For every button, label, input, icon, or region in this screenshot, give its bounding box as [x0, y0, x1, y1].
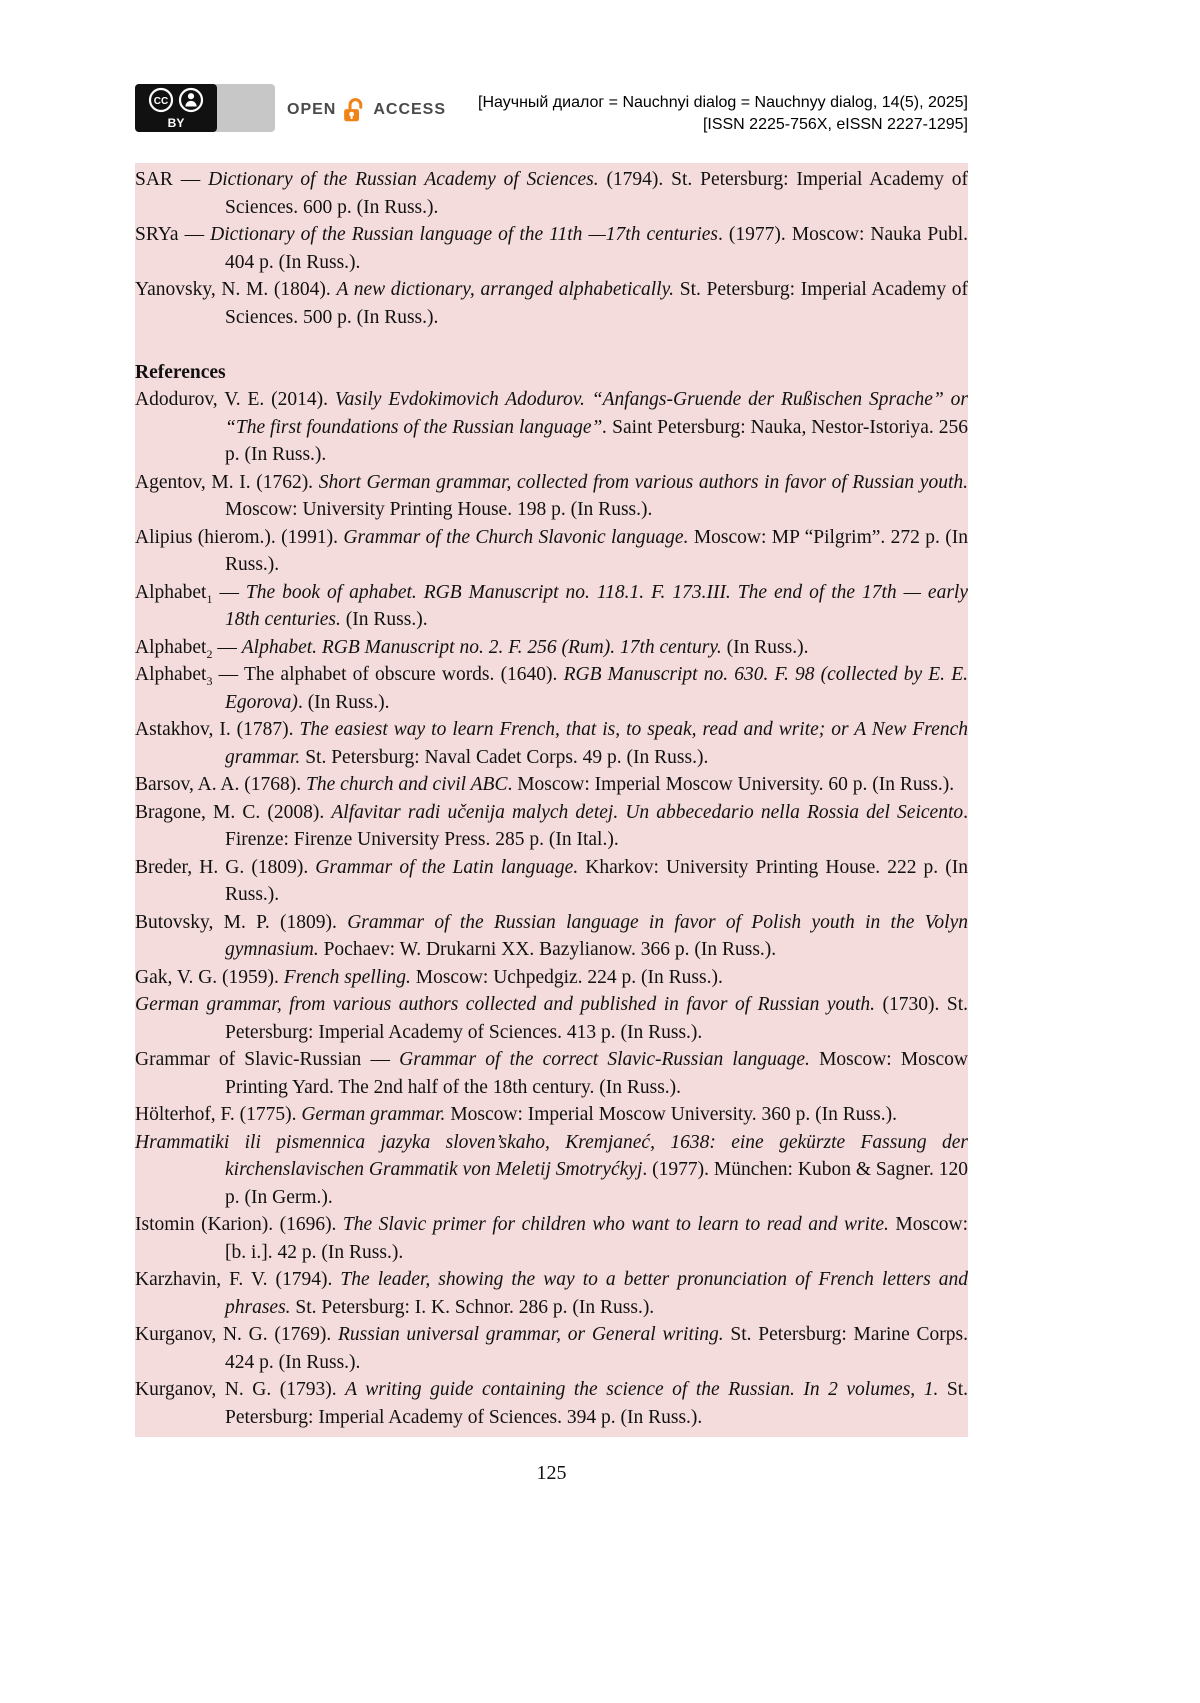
reference-entry — [135, 964, 968, 992]
open-access-logo — [287, 95, 446, 125]
reference-entry — [135, 579, 968, 634]
reference-title-segment: Russian universal grammar, or General writing. — [337, 1324, 724, 1345]
reference-text-segment: Karzhavin, F. V. (1794). — [135, 1269, 341, 1290]
reference-text-segment: Alipius (hierom.). (1991). — [135, 526, 344, 548]
open-lock-icon — [341, 95, 368, 125]
reference-entry — [135, 991, 968, 1046]
reference-text-segment: Barsov, A. A. (1768). — [135, 774, 306, 795]
reference-title-segment: Vasily Evdokimovich Adodurov. “Anfangs-Gruende der Rußischen Sprache” or “The first foundations of the Russian language”. — [225, 389, 968, 438]
journal-citation-line: [Научный диалог = Nauchnyi dialog = Nauchnyy dialog, 14(5), 2025] — [478, 94, 968, 111]
cc-by-badge-graphic — [135, 84, 275, 132]
reference-text-segment: St. Petersburg: Imperial Academy of Sciences. 394 p. (In Russ.). — [225, 1379, 969, 1428]
reference-entry — [135, 1211, 968, 1266]
reference-entry — [135, 1321, 968, 1376]
by-label: BY — [167, 116, 185, 130]
reference-title-segment: Hrammatiki ili pismennica jazyka sloven’skaho, Kremjaneć, 1638: eine gekürzte Fassung der kirchenslavischen Grammatik von Meletij Smotryćkyj — [135, 1131, 968, 1180]
reference-text-segment: Yanovsky, N. M. (1804). — [135, 279, 337, 300]
reference-text-segment: Kurganov, N. G. (1793). — [135, 1379, 346, 1400]
reference-title-segment: A new dictionary, arranged alphabetically. — [336, 279, 675, 300]
reference-text-segment: Alphabet — [135, 581, 207, 603]
page-number: 125 — [536, 1462, 567, 1484]
reference-text-segment: Moscow: [b. i.]. 42 p. (In Russ.). — [225, 1214, 968, 1263]
reference-text-segment: Breder, H. G. (1809). — [135, 856, 316, 878]
reference-title-segment: French spelling. — [283, 966, 411, 988]
person-head-icon — [188, 93, 194, 99]
references-list — [135, 386, 968, 1431]
reference-entry — [135, 634, 968, 662]
reference-title-segment: A writing guide containing the science of the Russian. In 2 volumes, 1. — [345, 1379, 939, 1400]
reference-title-segment: Dictionary of the Russian Academy of Sciences. — [208, 169, 599, 190]
reference-text-segment: (1730). St. Petersburg: Imperial Academy of Sciences. 413 p. (In Russ.). — [225, 994, 968, 1043]
reference-text-segment: . Moscow: Imperial Moscow University. 60 p. (In Russ.). — [507, 774, 955, 795]
reference-text-segment: — — [212, 636, 242, 658]
reference-entry — [135, 854, 968, 909]
reference-text-segment: Kurganov, N. G. (1769). — [135, 1324, 338, 1345]
reference-text-segment: Agentov, M. I. (1762). — [135, 471, 319, 493]
reference-text-segment: Adodurov, V. E. (2014). — [135, 389, 335, 410]
reference-text-segment: Alphabet — [135, 636, 207, 658]
reference-entry — [135, 799, 968, 854]
reference-entry — [135, 909, 968, 964]
reference-text-segment: St. Petersburg: Naval Cadet Corps. 49 p. (In Russ.). — [300, 746, 709, 768]
reference-title-segment: Short German grammar, collected from various authors in favor of Russian youth. — [318, 471, 968, 493]
reference-title-segment: Grammar of the Latin language. — [315, 856, 579, 878]
reference-subscript: 3 — [206, 673, 213, 688]
reference-text-segment: . (In Russ.). — [297, 691, 390, 713]
cc-letters: CC — [153, 96, 169, 107]
reference-entry — [135, 276, 968, 331]
reference-title-segment: The easiest way to learn French, that is, to speak, read and write; or A New French grammar. — [225, 719, 968, 768]
reference-text-segment: SAR — — [135, 169, 209, 190]
reference-text-segment: St. Petersburg: Marine Corps. 424 p. (In Russ.). — [225, 1324, 968, 1373]
reference-text-segment: . (1977). Moscow: Nauka Publ. 404 p. (In Russ.). — [225, 224, 969, 273]
reference-subscript: 2 — [206, 646, 213, 661]
reference-text-segment: . (1977). München: Kubon & Sagner. 120 p. (In Germ.). — [225, 1159, 968, 1208]
reference-subscript: 1 — [206, 591, 213, 606]
reference-entry — [135, 524, 968, 579]
reference-text-segment: (1794). St. Petersburg: Imperial Academy of Sciences. 600 p. (In Russ.). — [225, 169, 968, 218]
reference-entry — [135, 1046, 968, 1101]
reference-entry — [135, 469, 968, 524]
reference-text-segment: St. Petersburg: Imperial Academy of Sciences. 500 p. (In Russ.). — [225, 279, 968, 328]
reference-text-segment: Kharkov: University Printing House. 222 p. (In Russ.). — [225, 856, 968, 905]
reference-text-segment: Istomin (Karion). (1696). — [135, 1214, 343, 1235]
reference-text-segment: Butovsky, M. P. (1809). — [135, 911, 348, 933]
open-access-access-label: ACCESS — [373, 101, 447, 118]
references-section — [135, 163, 968, 1437]
reference-title-segment: German grammar. — [301, 1104, 446, 1125]
reference-title-segment: German grammar, from various authors collected and published in favor of Russian youth. — [135, 994, 876, 1015]
reference-entry — [135, 661, 968, 716]
cc-by-license-badge — [135, 84, 275, 132]
reference-title-segment: Alphabet. RGB Manuscript no. 2. F. 256 (Rum). 17th century. — [241, 636, 722, 658]
journal-issn-line: [ISSN 2225-756X, eISSN 2227-1295] — [702, 116, 968, 133]
reference-text-segment: Moscow: Moscow Printing Yard. The 2nd half of the 18th century. (In Russ.). — [225, 1049, 968, 1098]
reference-title-segment: The Slavic primer for children who want to learn to read and write. — [342, 1214, 889, 1235]
references-heading: References — [135, 361, 226, 383]
reference-text-segment: — — [212, 581, 246, 603]
reference-title-segment: RGB Manuscript no. 630. F. 98 (collected by E. E. Egorova) — [225, 664, 968, 713]
reference-title-segment: Dictionary of the Russian language of the 11th —17th centuries — [210, 224, 718, 245]
reference-text-segment: Alphabet — [135, 664, 207, 685]
reference-text-segment: Moscow: Imperial Moscow University. 360 p. (In Russ.). — [445, 1104, 897, 1125]
open-access-open-label: OPEN — [287, 101, 337, 118]
reference-entry — [135, 771, 968, 799]
reference-entry — [135, 1266, 968, 1321]
reference-title-segment: The church and civil ABC — [305, 774, 508, 795]
bibliography-pre-list — [135, 166, 968, 331]
reference-text-segment: Bragone, M. C. (2008). — [135, 801, 332, 823]
reference-text-segment: (In Russ.). — [721, 636, 809, 658]
reference-text-segment: Grammar of Slavic-Russian — — [135, 1049, 400, 1070]
reference-text-segment: (In Russ.). — [340, 609, 428, 630]
reference-text-segment: Moscow: University Printing House. 198 p. (In Russ.). — [225, 499, 653, 520]
reference-text-segment: — The alphabet of obscure words. (1640). — [212, 664, 564, 685]
reference-text-segment: . Firenze: Firenze University Press. 285 p. (In Ital.). — [225, 801, 968, 850]
reference-text-segment: Saint Petersburg: Nauka, Nestor-Istoriya. 256 p. (In Russ.). — [225, 416, 968, 465]
reference-text-segment: Moscow: MP “Pilgrim”. 272 p. (In Russ.). — [225, 526, 968, 575]
reference-title-segment: The leader, showing the way to a better pronunciation of French letters and phrases. — [225, 1269, 969, 1318]
reference-title-segment: Grammar of the Church Slavonic language. — [343, 526, 689, 548]
reference-entry — [135, 1129, 968, 1212]
reference-title-segment: Grammar of the correct Slavic-Russian language. — [399, 1049, 810, 1070]
reference-title-segment: Grammar of the Russian language in favor of Polish youth in the Volyn gymnasium. — [225, 911, 968, 960]
reference-text-segment: Gak, V. G. (1959). — [135, 966, 284, 988]
reference-entry — [135, 716, 968, 771]
reference-text-segment: Moscow: Uchpedgiz. 224 p. (In Russ.). — [410, 966, 723, 988]
journal-info — [450, 92, 968, 136]
reference-entry — [135, 1101, 968, 1129]
reference-title-segment: The book of aphabet. RGB Manuscript no. 118.1. F. 173.III. The end of the 17th — early 18th centuries. — [225, 581, 968, 630]
reference-text-segment: St. Petersburg: I. K. Schnor. 286 p. (In Russ.). — [290, 1296, 655, 1318]
reference-text-segment: Hölterhof, F. (1775). — [135, 1104, 302, 1125]
reference-text-segment: Pochaev: W. Drukarni XX. Bazylianow. 366 p. (In Russ.). — [318, 939, 777, 960]
reference-title-segment: Alfavitar radi učenija malych detej. Un abbecedario nella Rossia del Seicento — [331, 801, 964, 823]
reference-entry — [135, 166, 968, 221]
reference-entry — [135, 1376, 968, 1431]
reference-text-segment: SRYa — — [135, 224, 211, 245]
reference-entry — [135, 221, 968, 276]
reference-text-segment: Astakhov, I. (1787). — [135, 719, 300, 740]
reference-entry — [135, 386, 968, 469]
